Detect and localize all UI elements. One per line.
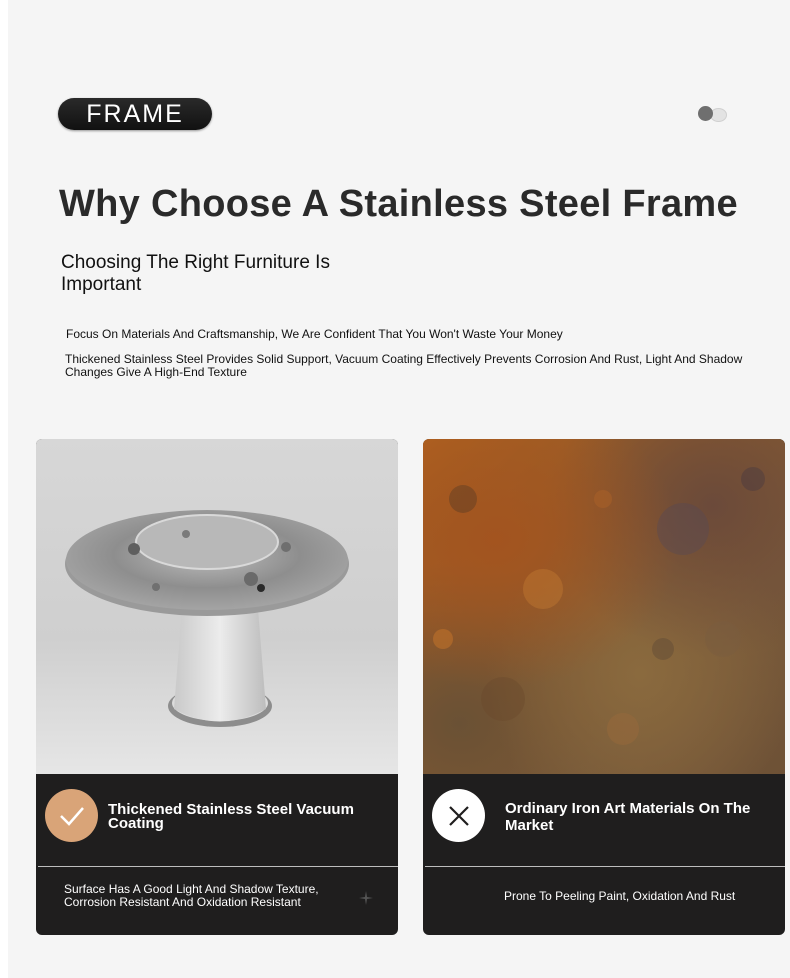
frame-badge-label: FRAME bbox=[86, 99, 184, 128]
intro-paragraph-1: Focus On Materials And Craftsmanship, We Are Confident That You Won't Waste Your Money bbox=[66, 327, 563, 341]
iron-material-card bbox=[423, 439, 785, 935]
good-description: Surface Has A Good Light And Shadow Texture, Corrosion Resistant And Oxidation Resistant bbox=[64, 882, 319, 909]
divider bbox=[425, 866, 785, 867]
divider bbox=[38, 866, 398, 867]
page-subtitle: Choosing The Right Furniture Is Important bbox=[61, 252, 330, 295]
check-badge bbox=[45, 789, 98, 842]
sparkle-icon bbox=[358, 890, 374, 906]
carousel-dot-1[interactable] bbox=[698, 106, 713, 121]
carousel-dots[interactable] bbox=[698, 106, 728, 122]
cross-badge bbox=[432, 789, 485, 842]
intro-paragraph-2: Thickened Stainless Steel Provides Solid Support, Vacuum Coating Effectively Prevents Corrosion And Rust, Light And Shadow Changes Give A High-End Texture bbox=[65, 352, 743, 379]
page bbox=[8, 0, 790, 978]
bad-heading: Ordinary Iron Art Materials On The Market bbox=[505, 800, 751, 834]
stainless-steel-card bbox=[36, 439, 398, 935]
close-icon bbox=[448, 805, 470, 827]
frame-badge bbox=[58, 98, 212, 130]
rusted-iron-image bbox=[423, 439, 785, 774]
page-title: Why Choose A Stainless Steel Frame bbox=[59, 183, 738, 225]
dining-table-image bbox=[36, 439, 398, 774]
check-icon bbox=[58, 804, 86, 828]
bad-description: Prone To Peeling Paint, Oxidation And Rust bbox=[504, 889, 736, 903]
good-heading: Thickened Stainless Steel Vacuum Coating bbox=[108, 801, 354, 832]
